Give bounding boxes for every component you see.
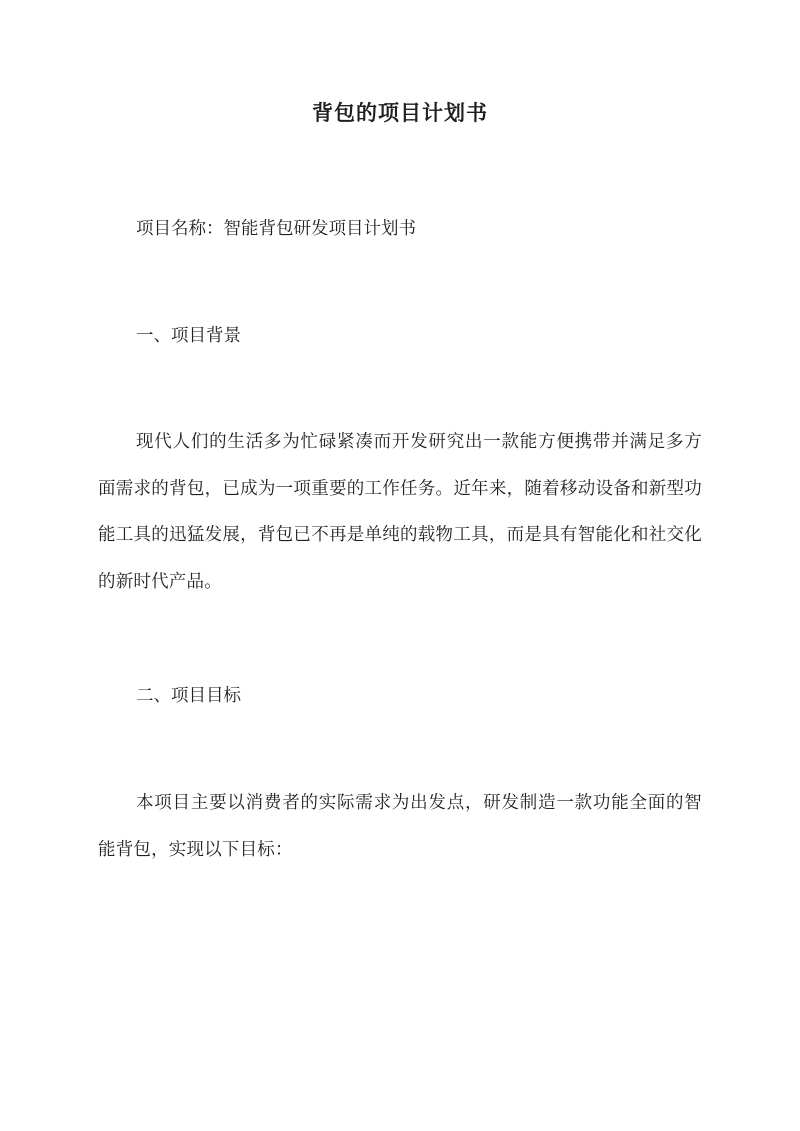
section-paragraph-goals: 本项目主要以消费者的实际需求为出发点，研发制造一款功能全面的智能背包，实现以下目标： [98,793,702,860]
section-heading-background: 一、项目背景 [136,326,241,346]
document-title: 背包的项目计划书 [312,100,488,125]
section-paragraph-background: 现代人们的生活多为忙碌紧凑而开发研究出一款能方便携带并满足多方面需求的背包，已成为一项重要的工作任务。近年来，随着移动设备和新型功能工具的迅猛发展，背包已不再是单纯的载物工具，而是具有智能化和社交化的新时代产品。 [98,432,702,592]
project-name-line: 项目名称：智能背包研发项目计划书 [136,219,416,239]
section-heading-goals: 二、项目目标 [136,686,241,706]
